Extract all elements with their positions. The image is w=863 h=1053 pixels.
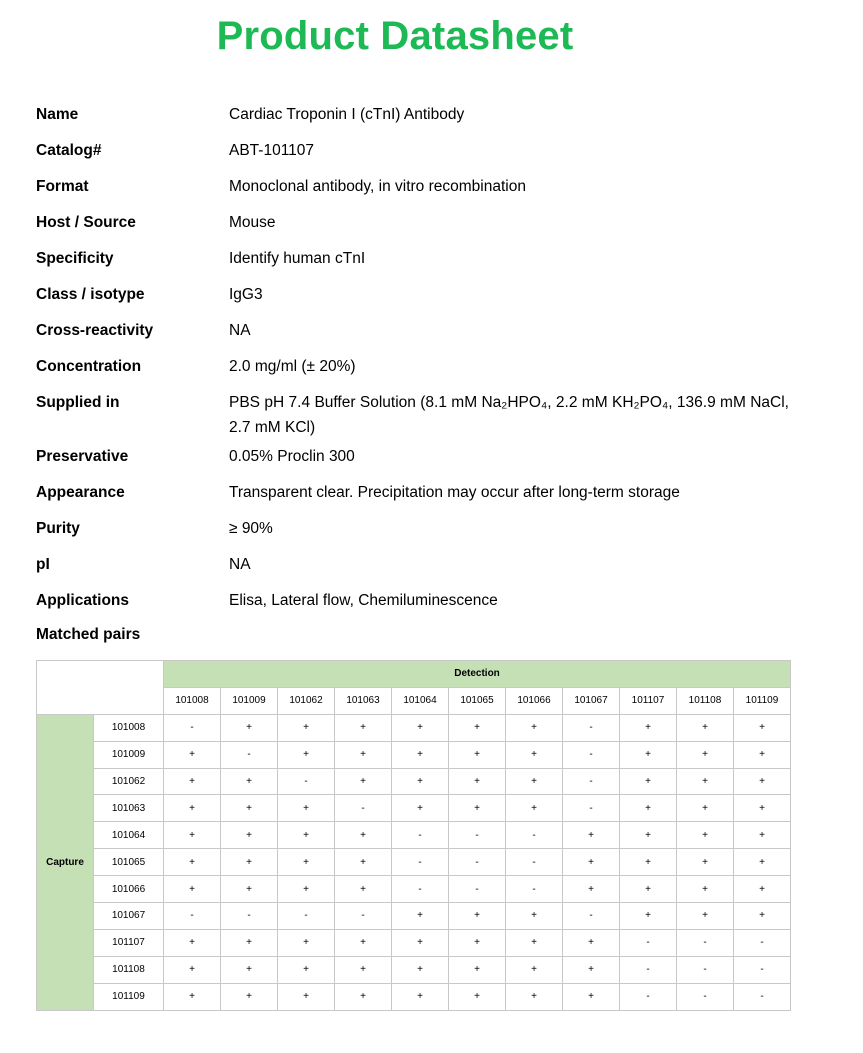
pair-result-cell: - xyxy=(620,983,677,1010)
pair-result-cell: + xyxy=(278,876,335,903)
property-value: NA xyxy=(229,556,251,573)
pair-result-cell: + xyxy=(392,903,449,930)
pair-result-cell: + xyxy=(677,822,734,849)
detection-id-header: 101107 xyxy=(620,687,677,714)
pair-result-cell: + xyxy=(221,714,278,741)
pair-result-cell: + xyxy=(392,956,449,983)
property-value: ABT-101107 xyxy=(229,142,315,159)
property-row xyxy=(36,206,796,242)
property-value: NA xyxy=(229,322,251,339)
pair-result-cell: + xyxy=(449,741,506,768)
property-row xyxy=(36,584,796,620)
detection-id-header: 101067 xyxy=(563,687,620,714)
pair-result-cell: - xyxy=(734,929,791,956)
pair-result-cell: - xyxy=(335,795,392,822)
detection-id-header: 101064 xyxy=(392,687,449,714)
pair-result-cell: + xyxy=(677,849,734,876)
pair-result-cell: + xyxy=(164,983,221,1010)
capture-id-cell: 101008 xyxy=(94,714,164,741)
detection-header: Detection xyxy=(164,661,791,688)
pair-result-cell: - xyxy=(677,956,734,983)
pair-result-cell: + xyxy=(620,876,677,903)
property-key: Supplied in xyxy=(36,394,120,411)
pair-result-cell: - xyxy=(449,876,506,903)
capture-id-cell: 101065 xyxy=(94,849,164,876)
property-value: IgG3 xyxy=(229,286,263,303)
pair-result-cell: - xyxy=(392,822,449,849)
property-value: Mouse xyxy=(229,214,276,231)
property-row xyxy=(36,440,796,476)
capture-id-cell: 101063 xyxy=(94,795,164,822)
property-value: Identify human cTnI xyxy=(229,250,366,267)
pair-result-cell: + xyxy=(563,956,620,983)
pair-result-cell: + xyxy=(734,741,791,768)
pair-result-cell: + xyxy=(563,929,620,956)
property-row xyxy=(36,350,796,386)
pair-result-cell: + xyxy=(506,956,563,983)
table-row xyxy=(37,741,791,768)
pair-result-cell: + xyxy=(164,956,221,983)
property-row xyxy=(36,242,796,278)
pair-result-cell: + xyxy=(335,768,392,795)
pair-result-cell: + xyxy=(278,956,335,983)
pair-result-cell: + xyxy=(221,795,278,822)
pair-result-cell: - xyxy=(620,929,677,956)
pair-result-cell: + xyxy=(335,741,392,768)
property-key: Catalog# xyxy=(36,142,102,159)
pair-result-cell: + xyxy=(221,768,278,795)
pair-result-cell: + xyxy=(335,849,392,876)
matched-pairs-label: Matched pairs xyxy=(36,626,141,643)
pair-result-cell: - xyxy=(563,903,620,930)
pair-result-cell: + xyxy=(278,714,335,741)
matched-pairs-table xyxy=(36,660,791,1011)
capture-id-cell: 101067 xyxy=(94,903,164,930)
detection-id-header: 101108 xyxy=(677,687,734,714)
pair-result-cell: + xyxy=(734,714,791,741)
pair-result-cell: - xyxy=(563,741,620,768)
pair-result-cell: - xyxy=(563,714,620,741)
pair-result-cell: + xyxy=(506,795,563,822)
property-value: 2.0 mg/ml (± 20%) xyxy=(229,358,356,375)
property-row xyxy=(36,278,796,314)
property-row xyxy=(36,134,796,170)
pair-result-cell: + xyxy=(734,795,791,822)
detection-id-header: 101065 xyxy=(449,687,506,714)
pair-result-cell: - xyxy=(392,849,449,876)
pair-result-cell: + xyxy=(164,929,221,956)
pair-result-cell: - xyxy=(563,768,620,795)
pair-result-cell: + xyxy=(449,768,506,795)
pair-result-cell: - xyxy=(734,983,791,1010)
pair-result-cell: + xyxy=(734,876,791,903)
table-row xyxy=(37,929,791,956)
property-key: Preservative xyxy=(36,448,129,465)
pair-result-cell: - xyxy=(563,795,620,822)
pair-result-cell: + xyxy=(392,768,449,795)
pair-result-cell: + xyxy=(506,768,563,795)
pair-result-cell: + xyxy=(164,768,221,795)
pair-result-cell: + xyxy=(677,876,734,903)
property-row xyxy=(36,170,796,206)
pair-result-cell: + xyxy=(278,741,335,768)
pair-result-cell: + xyxy=(392,741,449,768)
pair-result-cell: + xyxy=(506,903,563,930)
pair-result-cell: + xyxy=(620,714,677,741)
pair-result-cell: + xyxy=(392,983,449,1010)
page-title: Product Datasheet xyxy=(216,14,574,58)
pair-result-cell: + xyxy=(563,983,620,1010)
pair-result-cell: - xyxy=(734,956,791,983)
pair-result-cell: + xyxy=(506,714,563,741)
property-list xyxy=(36,98,796,620)
pair-result-cell: - xyxy=(221,903,278,930)
property-value: 0.05% Proclin 300 xyxy=(229,448,355,465)
table-row xyxy=(37,876,791,903)
property-key: Specificity xyxy=(36,250,114,267)
pair-result-cell: - xyxy=(506,876,563,903)
property-value: Monoclonal antibody, in vitro recombination xyxy=(229,178,526,195)
pair-result-cell: - xyxy=(677,983,734,1010)
pair-result-cell: + xyxy=(506,741,563,768)
property-key: Name xyxy=(36,106,79,123)
pair-result-cell: + xyxy=(449,903,506,930)
pair-result-cell: - xyxy=(620,956,677,983)
pair-result-cell: + xyxy=(449,956,506,983)
table-row xyxy=(37,714,791,741)
pair-result-cell: + xyxy=(278,795,335,822)
pair-result-cell: + xyxy=(278,929,335,956)
property-key: Cross-reactivity xyxy=(36,322,154,339)
pair-result-cell: + xyxy=(620,822,677,849)
pair-result-cell: + xyxy=(335,956,392,983)
pair-result-cell: + xyxy=(677,741,734,768)
pair-result-cell: + xyxy=(677,714,734,741)
pair-result-cell: + xyxy=(449,983,506,1010)
pair-result-cell: + xyxy=(506,983,563,1010)
table-row xyxy=(37,956,791,983)
pair-result-cell: + xyxy=(506,929,563,956)
detection-id-header: 101109 xyxy=(734,687,791,714)
capture-header: Capture xyxy=(37,714,94,1010)
property-value: Elisa, Lateral flow, Chemiluminescence xyxy=(229,592,498,609)
pair-result-cell: + xyxy=(278,849,335,876)
pair-result-cell: + xyxy=(278,822,335,849)
pair-result-cell: - xyxy=(278,768,335,795)
pair-result-cell: + xyxy=(449,795,506,822)
capture-id-cell: 101009 xyxy=(94,741,164,768)
table-row xyxy=(37,903,791,930)
pair-result-cell: - xyxy=(164,714,221,741)
detection-id-header: 101063 xyxy=(335,687,392,714)
property-key: Appearance xyxy=(36,484,125,501)
capture-id-cell: 101066 xyxy=(94,876,164,903)
pair-result-cell: + xyxy=(563,876,620,903)
pair-result-cell: + xyxy=(278,983,335,1010)
pair-result-cell: - xyxy=(449,822,506,849)
pair-result-cell: + xyxy=(392,714,449,741)
pair-result-cell: + xyxy=(221,983,278,1010)
property-row xyxy=(36,314,796,350)
capture-id-cell: 101107 xyxy=(94,929,164,956)
pair-result-cell: + xyxy=(335,929,392,956)
property-value: Cardiac Troponin I (cTnI) Antibody xyxy=(229,106,465,123)
pair-result-cell: + xyxy=(734,768,791,795)
property-value: ≥ 90% xyxy=(229,520,273,537)
pair-result-cell: - xyxy=(278,903,335,930)
pair-result-cell: + xyxy=(335,822,392,849)
pair-result-cell: + xyxy=(677,903,734,930)
table-row xyxy=(37,795,791,822)
pair-result-cell: + xyxy=(734,903,791,930)
detection-id-header: 101008 xyxy=(164,687,221,714)
property-key: pI xyxy=(36,556,50,573)
pair-result-cell: - xyxy=(221,741,278,768)
detection-id-header: 101062 xyxy=(278,687,335,714)
table-row xyxy=(37,849,791,876)
pair-result-cell: + xyxy=(221,929,278,956)
property-row xyxy=(36,512,796,548)
pair-result-cell: + xyxy=(335,983,392,1010)
pair-result-cell: + xyxy=(620,768,677,795)
capture-id-cell: 101062 xyxy=(94,768,164,795)
table-row xyxy=(37,822,791,849)
property-row xyxy=(36,548,796,584)
capture-id-cell: 101109 xyxy=(94,983,164,1010)
detection-id-header: 101009 xyxy=(221,687,278,714)
detection-id-header: 101066 xyxy=(506,687,563,714)
pair-result-cell: + xyxy=(563,822,620,849)
property-key: Host / Source xyxy=(36,214,136,231)
property-key: Purity xyxy=(36,520,80,537)
pair-result-cell: + xyxy=(677,768,734,795)
property-value: Transparent clear. Precipitation may occur after long-term storage xyxy=(229,484,680,501)
pair-result-cell: - xyxy=(506,849,563,876)
pair-result-cell: + xyxy=(221,876,278,903)
pair-result-cell: - xyxy=(164,903,221,930)
capture-id-cell: 101108 xyxy=(94,956,164,983)
pair-result-cell: + xyxy=(164,822,221,849)
capture-id-cell: 101064 xyxy=(94,822,164,849)
pair-result-cell: + xyxy=(563,849,620,876)
pair-result-cell: + xyxy=(449,929,506,956)
pair-result-cell: + xyxy=(392,795,449,822)
pair-result-cell: - xyxy=(506,822,563,849)
pair-result-cell: + xyxy=(392,929,449,956)
pair-result-cell: + xyxy=(335,714,392,741)
pair-result-cell: + xyxy=(620,903,677,930)
pair-result-cell: + xyxy=(164,741,221,768)
property-row xyxy=(36,476,796,512)
property-key: Concentration xyxy=(36,358,142,375)
property-row xyxy=(36,98,796,134)
pair-result-cell: + xyxy=(221,849,278,876)
pair-result-cell: - xyxy=(677,929,734,956)
pair-result-cell: + xyxy=(620,849,677,876)
pair-result-cell: + xyxy=(620,795,677,822)
property-key: Applications xyxy=(36,592,130,609)
pair-result-cell: + xyxy=(734,849,791,876)
pair-result-cell: + xyxy=(221,822,278,849)
table-row xyxy=(37,768,791,795)
pair-result-cell: + xyxy=(164,795,221,822)
table-row xyxy=(37,983,791,1010)
corner-cell xyxy=(37,661,164,715)
property-key: Class / isotype xyxy=(36,286,145,303)
pair-result-cell: - xyxy=(449,849,506,876)
pair-result-cell: + xyxy=(221,956,278,983)
pair-result-cell: + xyxy=(734,822,791,849)
pair-result-cell: + xyxy=(449,714,506,741)
pair-result-cell: - xyxy=(335,903,392,930)
table-header-row xyxy=(37,661,791,688)
pair-result-cell: + xyxy=(620,741,677,768)
pair-result-cell: + xyxy=(677,795,734,822)
property-key: Format xyxy=(36,178,89,195)
pair-result-cell: + xyxy=(164,849,221,876)
pair-result-cell: + xyxy=(335,876,392,903)
pair-result-cell: - xyxy=(392,876,449,903)
property-value: PBS pH 7.4 Buffer Solution (8.1 mM Na₂HPO₄, 2.2 mM KH₂PO₄, 136.9 mM NaCl, 2.7 mM KCl) xyxy=(229,394,789,436)
property-row xyxy=(36,386,796,440)
pair-result-cell: + xyxy=(164,876,221,903)
